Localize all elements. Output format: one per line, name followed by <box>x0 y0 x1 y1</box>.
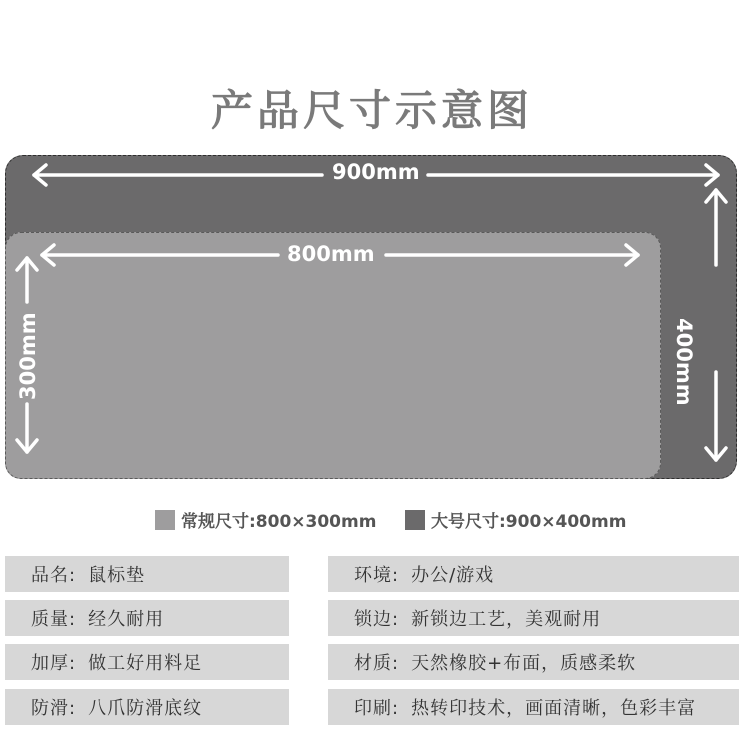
spec-value: 办公/游戏 <box>411 565 495 586</box>
spec-row-environment <box>328 556 739 592</box>
spec-row-printing <box>328 689 739 725</box>
spec-value: 经久耐用 <box>88 609 165 630</box>
spec-value: 新锁边工艺，美观耐用 <box>411 609 602 630</box>
spec-label: 加厚: <box>31 653 77 674</box>
spec-row-antislip <box>5 689 289 725</box>
spec-value: 鼠标垫 <box>88 565 146 586</box>
spec-row-thickness <box>5 644 289 680</box>
page-title: 产品尺寸示意图 <box>210 86 533 135</box>
spec-label: 环境: <box>354 565 400 586</box>
spec-label: 质量: <box>31 609 77 630</box>
legend-regular-label: 常规尺寸:800×300mm <box>181 512 377 532</box>
spec-row-quality <box>5 600 289 636</box>
spec-row-name <box>5 556 289 592</box>
legend-regular <box>155 507 376 532</box>
dimension-label-800: 800mm <box>287 242 375 266</box>
legend-large-swatch <box>405 510 425 530</box>
spec-row-material <box>328 644 739 680</box>
legend-large <box>405 507 626 532</box>
dimension-label-300: 300mm <box>16 312 40 400</box>
spec-label: 印刷: <box>354 698 400 719</box>
dimension-label-400: 400mm <box>672 318 696 406</box>
spec-value: 天然橡胶+布面，质感柔软 <box>411 653 637 674</box>
spec-label: 防滑: <box>31 698 77 719</box>
spec-label: 品名: <box>31 565 77 586</box>
legend-large-label: 大号尺寸:900×400mm <box>431 512 627 532</box>
spec-value: 热转印技术，画面清晰，色彩丰富 <box>411 698 697 719</box>
spec-label: 锁边: <box>354 609 400 630</box>
spec-value: 做工好用料足 <box>88 653 203 674</box>
legend-regular-swatch <box>155 510 175 530</box>
spec-row-edge <box>328 600 739 636</box>
spec-label: 材质: <box>354 653 400 674</box>
dimension-label-900: 900mm <box>332 160 420 184</box>
spec-value: 八爪防滑底纹 <box>88 698 203 719</box>
